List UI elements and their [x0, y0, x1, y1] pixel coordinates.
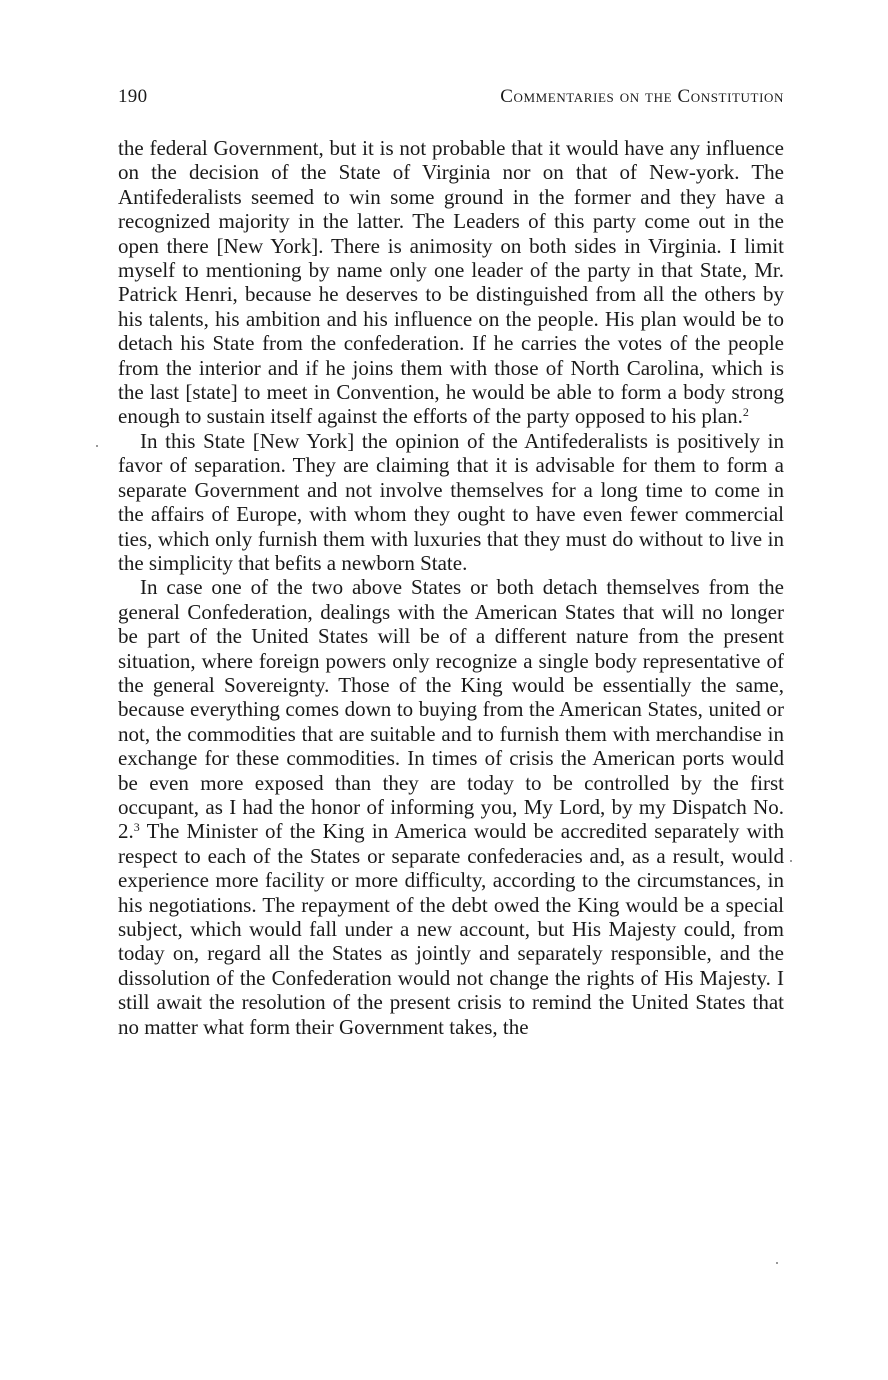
paragraph-text: the federal Government, but it is not probable that it would have any influence on the decision of the State of Virginia nor on that of New-york. The Antifederalists seemed to win some ground in the former and they have a recognized majority in the latter. The Leaders of this party come out in the open there [New York]. There is animosity on both sides in Virginia. I limit myself to mentioning by name only one leader of the party in that State, Mr. Patrick Henri, because he deserves to be distinguished from all the others by his talents, his ambition and his influence on the people. His plan would be to detach his State from the confederation. If he carries the votes of the people from the interior and if he joins them with those of North Carolina, which is the last [state] to meet in Convention, he would be able to form a body strong enough to sustain itself against the efforts of the party opposed to his plan.: [118, 136, 784, 429]
footnote-ref: 3: [133, 820, 140, 835]
paragraph-text: In this State [New York] the opinion of the Antifederalists is positively in favor of separation. They are claiming that it is advisable for them to form a separate Government and not involve themselves for a long time to come in the affairs of Europe, with whom they ought to have even fewer commercial ties, which only furnish them with luxuries that they must do without to live in the simplicity that befits a newborn State.: [118, 428, 784, 575]
page-number: 190: [118, 86, 148, 107]
paragraph: [118, 575, 784, 1039]
body-text: [118, 136, 784, 1039]
running-title: Commentaries on the Constitution: [500, 86, 784, 107]
paragraph: [118, 429, 784, 575]
footnote-ref: 2: [742, 405, 749, 420]
running-head: [118, 86, 784, 116]
scan-speck: [96, 445, 98, 447]
paragraph-text: In case one of the two above States or both detach themselves from the general Confederation, dealings with the American States that will no longer be part of the United States will be of a different nature from the present situation, where foreign powers only recognize a single body representative of the general Sovereignty. Those of the King would be essentially the same, because everything comes down to buying from the American States, united or not, the commodities that are suitable and to furnish them with merchandise in exchange for these commodities. In times of crisis the American ports would be even more exposed than they are today to be controlled by the first occupant, as I had the honor of informing you, My Lord, by my Dispatch No. 2.: [118, 575, 784, 844]
book-page: [118, 86, 784, 1039]
paragraph-text: The Minister of the King in America would be accredited separately with respect to each of the States or separate confederacies and, as a result, would experience more facility or more difficulty, according to the circumstances, in his negotiations. The repayment of the debt owed the King would be a special subject, which would fall under a new account, but His Majesty could, from today on, regard all the States as jointly and separately responsible, and the dissolution of the Confederation would not change the rights of His Majesty. I still await the resolution of the present crisis to remind the United States that no matter what form their Government takes, the: [118, 819, 784, 1039]
paragraph: [118, 136, 784, 429]
scan-speck: [790, 860, 792, 862]
scan-speck: [776, 1262, 778, 1264]
